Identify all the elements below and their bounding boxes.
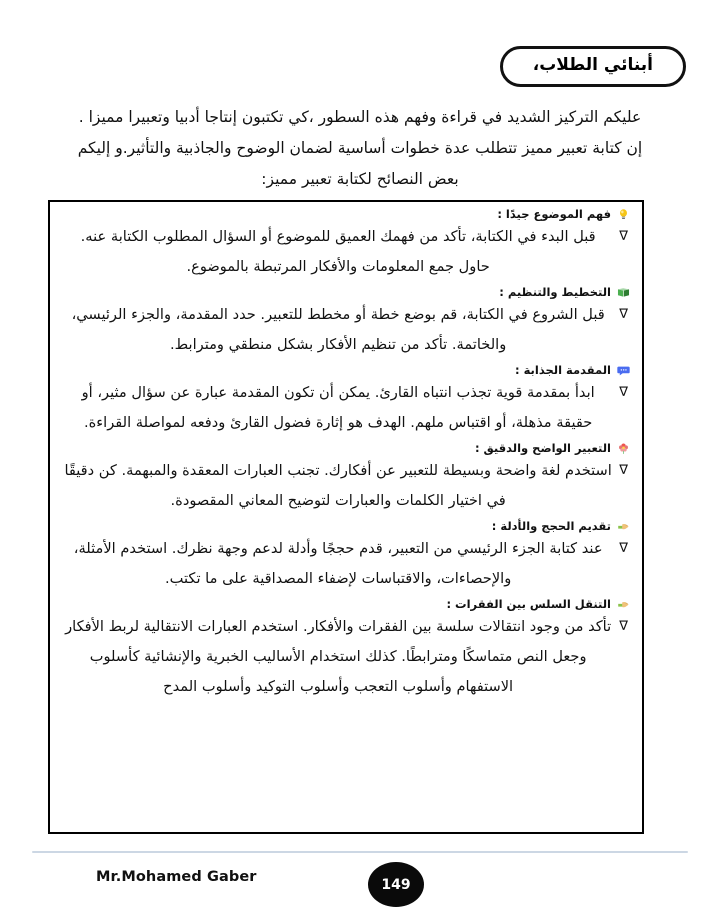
flower-icon [617, 442, 630, 455]
tip-body-6 [64, 612, 630, 702]
tip-heading-5 [64, 519, 630, 533]
tip-heading-label: التخطيط والتنظيم : [499, 285, 611, 299]
tip-heading-4 [64, 441, 630, 455]
footer-divider [32, 851, 688, 853]
author-name: Mr.Mohamed Gaber [96, 869, 257, 885]
page-title-row [0, 46, 720, 87]
tip-body-text: عند كتابة الجزء الرئيسي من التعبير، قدم حججًا وأدلة لدعم وجهة نظرك. استخدم الأمثلة، والإحصاءات، والاقتباسات لإضفاء المصداقية على ما تكتب. [73, 540, 603, 587]
intro-paragraph [30, 102, 690, 195]
tip-body-1 [64, 222, 630, 282]
tips-list [50, 202, 642, 702]
tip-heading-1 [64, 207, 630, 221]
tip-heading-label: المقدمة الجذابة : [514, 363, 611, 377]
speech-bubble-icon [617, 364, 630, 377]
tip-heading-label: التنقل السلس بين الفقرات : [446, 597, 611, 611]
triangle-bullet-icon: ∇ [619, 619, 628, 634]
tip-heading-label: تقديم الحجج والأدلة : [491, 519, 611, 533]
tip-body-4 [64, 456, 630, 516]
triangle-bullet-icon: ∇ [619, 385, 628, 400]
tip-body-text: تأكد من وجود انتقالات سلسة بين الفقرات والأفكار. استخدم العبارات الانتقالية لربط الأفكار وجعل النص متماسكًا ومترابطًا. كذلك استخدام الأساليب الخبرية والإنشائية كأسلوب الاستفهام وأسلوب التعجب وأسلوب التوكيد وأسلوب المدح [65, 618, 612, 695]
tip-heading-label: فهم الموضوع جيدًا : [497, 207, 611, 221]
tip-body-text: قبل الشروع في الكتابة، قم بوضع خطة أو مخطط للتعبير. حدد المقدمة، والجزء الرئيسي، والخاتمة. تأكد من تنظيم الأفكار بشكل منطقي ومترابط. [71, 306, 605, 353]
intro-line-2: إن كتابة تعبير مميز تتطلب عدة خطوات أساسية لضمان الوضوح والجاذبية والتأثير.و إليكم [77, 139, 643, 157]
tip-body-3 [64, 378, 630, 438]
intro-line-3: بعض النصائح لكتابة تعبير مميز: [261, 170, 459, 188]
page-number-badge: 149 [368, 862, 424, 907]
tip-heading-3 [64, 363, 630, 377]
tip-body-2 [64, 300, 630, 360]
triangle-bullet-icon: ∇ [619, 307, 628, 322]
tip-body-text: قبل البدء في الكتابة، تأكد من فهمك العميق للموضوع أو السؤال المطلوب الكتابة عنه. حاول جمع المعلومات والأفكار المرتبطة بالموضوع. [80, 228, 596, 275]
open-book-icon [617, 286, 630, 299]
page-title: أبنائي الطلاب، [500, 46, 686, 87]
tip-heading-6 [64, 597, 630, 611]
tip-body-text: ابدأ بمقدمة قوية تجذب انتباه القارئ. يمكن أن تكون المقدمة عبارة عن سؤال مثير، أو حقيقة مذهلة، أو اقتباس ملهم. الهدف هو إثارة فضول القارئ ودفعه لمواصلة القراءة. [81, 384, 595, 431]
tip-heading-2 [64, 285, 630, 299]
tips-box [48, 200, 644, 834]
triangle-bullet-icon: ∇ [619, 229, 628, 244]
tip-body-text: استخدم لغة واضحة وبسيطة للتعبير عن أفكارك. تجنب العبارات المعقدة والمبهمة. كن دقيقًا في اختيار الكلمات والعبارات لتوضيح المعاني المقصودة. [64, 462, 612, 509]
tip-body-5 [64, 534, 630, 594]
lightbulb-icon [617, 208, 630, 221]
pointing-hand-icon [617, 598, 630, 611]
intro-line-1: عليكم التركيز الشديد في قراءة وفهم هذه السطور ،كي تكتبون إنتاجا أدبيا وتعبيرا مميزا . [78, 108, 642, 126]
triangle-bullet-icon: ∇ [619, 463, 628, 478]
pointing-hand-icon [617, 520, 630, 533]
triangle-bullet-icon: ∇ [619, 541, 628, 556]
page-footer [0, 862, 720, 916]
tip-heading-label: التعبير الواضح والدقيق : [474, 441, 611, 455]
